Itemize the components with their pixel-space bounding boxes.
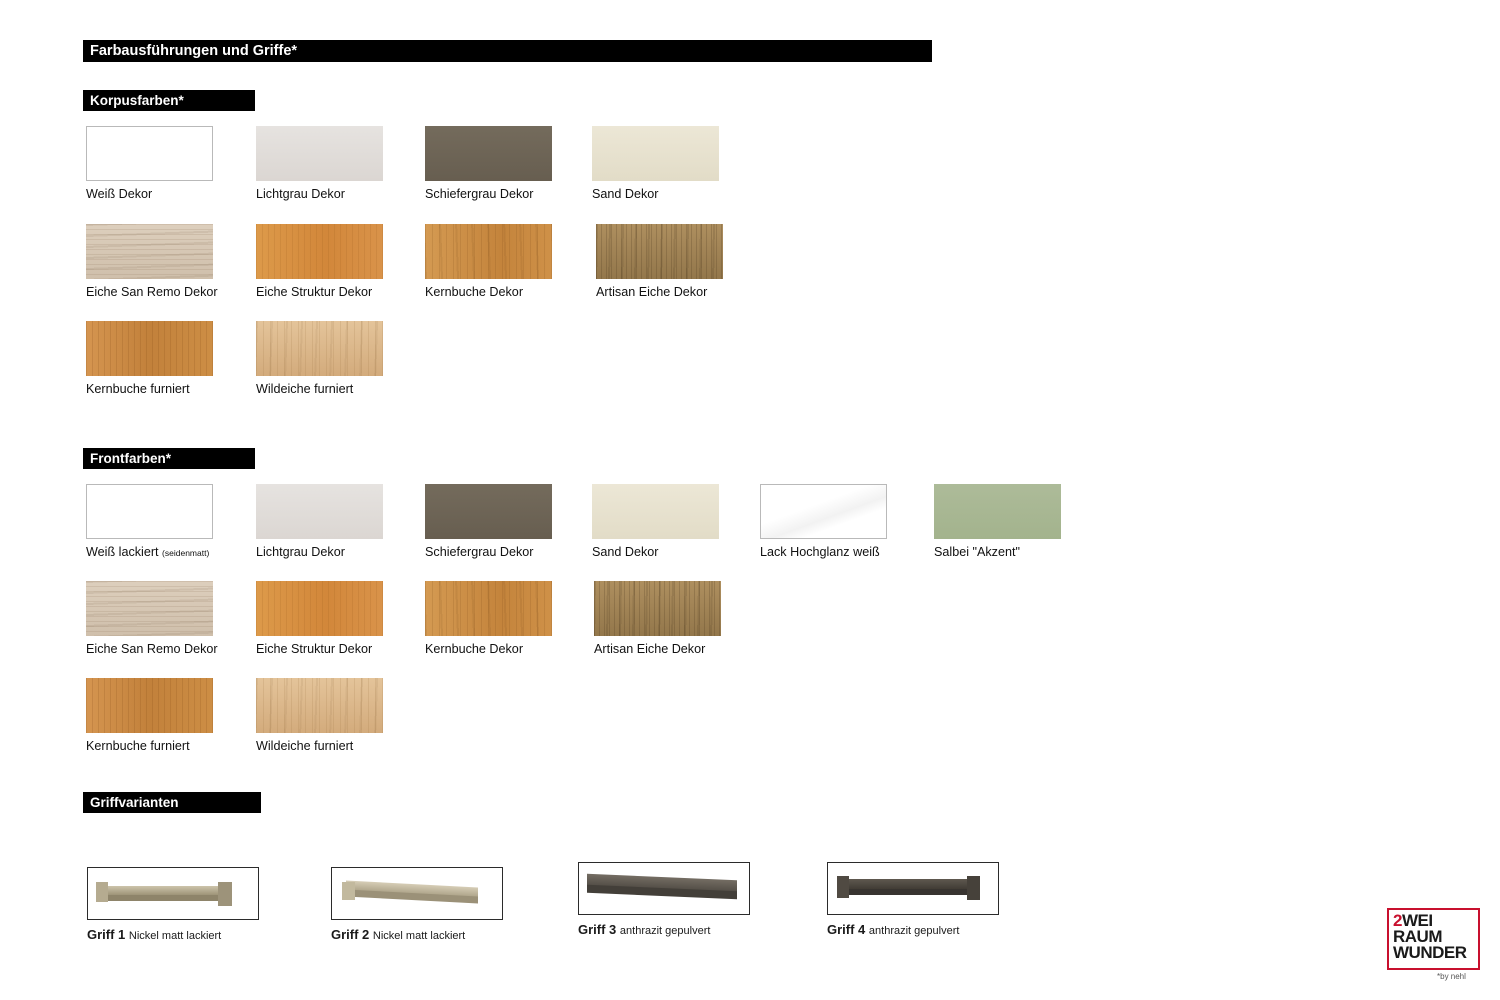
swatch-front-5[interactable] bbox=[934, 484, 1061, 560]
swatch-korpus-0[interactable] bbox=[86, 126, 213, 202]
swatch-front-1[interactable] bbox=[256, 484, 383, 560]
color-chip bbox=[425, 224, 552, 279]
section-title-griffvarianten: Griffvarianten bbox=[83, 792, 261, 813]
handle-label bbox=[578, 922, 750, 937]
swatch-korpus-5[interactable] bbox=[256, 224, 383, 300]
handle-finish: Nickel matt lackiert bbox=[128, 930, 222, 942]
swatch-label: Kernbuche furniert bbox=[86, 382, 190, 396]
handle-label bbox=[87, 927, 259, 942]
swatch-korpus-7[interactable] bbox=[596, 224, 723, 300]
handle-name: Griff 1 bbox=[87, 927, 126, 942]
handle-left-leg-icon bbox=[837, 876, 849, 898]
handle-finish: Nickel matt lackiert bbox=[372, 930, 466, 942]
color-chip bbox=[760, 484, 887, 539]
swatch-korpus-8[interactable] bbox=[86, 321, 213, 397]
color-chip bbox=[256, 321, 383, 376]
handle-label bbox=[331, 927, 503, 942]
logo-line-3: WUNDER bbox=[1393, 943, 1467, 962]
handle-image-frame bbox=[87, 867, 259, 920]
swatch-front-7[interactable] bbox=[256, 581, 383, 657]
swatch-label: Eiche San Remo Dekor bbox=[86, 642, 218, 656]
swatch-label: Schiefergrau Dekor bbox=[425, 545, 534, 559]
handle-image-frame bbox=[331, 867, 503, 920]
handle-option-2[interactable] bbox=[331, 867, 503, 942]
swatch-front-10[interactable] bbox=[86, 678, 213, 754]
handle-option-4[interactable] bbox=[827, 862, 999, 937]
color-chip bbox=[86, 484, 213, 539]
section-title-frontfarben: Frontfarben* bbox=[83, 448, 255, 469]
swatch-label: Kernbuche Dekor bbox=[425, 642, 524, 656]
swatch-front-2[interactable] bbox=[425, 484, 552, 560]
handle-image-frame bbox=[578, 862, 750, 915]
swatch-label: Weiß Dekor bbox=[86, 187, 153, 201]
swatch-korpus-9[interactable] bbox=[256, 321, 383, 397]
handle-finish: anthrazit gepulvert bbox=[868, 925, 960, 937]
color-chip bbox=[86, 678, 213, 733]
swatch-korpus-3[interactable] bbox=[592, 126, 719, 202]
handle-left-leg-icon bbox=[96, 882, 108, 902]
swatch-korpus-1[interactable] bbox=[256, 126, 383, 202]
color-chip bbox=[256, 224, 383, 279]
swatch-front-4[interactable] bbox=[760, 484, 895, 560]
swatch-label: Lichtgrau Dekor bbox=[256, 187, 345, 201]
swatch-label: Lichtgrau Dekor bbox=[256, 545, 345, 559]
color-chip bbox=[425, 581, 552, 636]
swatch-front-8[interactable] bbox=[425, 581, 552, 657]
swatch-label: Wildeiche furniert bbox=[256, 382, 354, 396]
handle-finish: anthrazit gepulvert bbox=[619, 925, 711, 937]
swatch-front-11[interactable] bbox=[256, 678, 383, 754]
color-chip bbox=[425, 484, 552, 539]
swatch-label: Sand Dekor bbox=[592, 545, 659, 559]
swatch-label: Kernbuche furniert bbox=[86, 739, 190, 753]
handle-bar-shadow-icon bbox=[842, 889, 979, 895]
swatch-front-9[interactable] bbox=[594, 581, 721, 657]
swatch-label: Sand Dekor bbox=[592, 187, 659, 201]
swatch-label: Lack Hochglanz weiß bbox=[760, 545, 880, 559]
section-title-korpusfarben: Korpusfarben* bbox=[83, 90, 255, 111]
handle-option-1[interactable] bbox=[87, 867, 259, 942]
swatch-front-6[interactable] bbox=[86, 581, 218, 657]
handle-name: Griff 4 bbox=[827, 922, 866, 937]
handle-option-3[interactable] bbox=[578, 862, 750, 937]
swatch-label: Eiche Struktur Dekor bbox=[256, 642, 373, 656]
color-chip bbox=[425, 126, 552, 181]
logo-accent-digit: 2 bbox=[1393, 911, 1402, 930]
color-chip bbox=[86, 581, 213, 636]
color-chip bbox=[594, 581, 721, 636]
handle-right-leg-icon bbox=[967, 876, 980, 900]
color-chip bbox=[256, 484, 383, 539]
handle-label bbox=[827, 922, 999, 937]
swatch-label: Artisan Eiche Dekor bbox=[594, 642, 706, 656]
handle-bar-shadow-icon bbox=[101, 895, 230, 901]
swatch-label-sub: (seidenmatt) bbox=[162, 548, 210, 558]
page-title: Farbausführungen und Griffe* bbox=[83, 40, 932, 62]
color-chip bbox=[592, 484, 719, 539]
brand-logo bbox=[1387, 908, 1480, 970]
swatch-label: Eiche Struktur Dekor bbox=[256, 285, 373, 299]
color-chip bbox=[86, 321, 213, 376]
handle-name: Griff 3 bbox=[578, 922, 617, 937]
handle-bar-icon bbox=[842, 879, 979, 889]
color-chip bbox=[86, 224, 213, 279]
color-chip bbox=[256, 678, 383, 733]
swatch-korpus-6[interactable] bbox=[425, 224, 552, 300]
handle-left-leg-icon bbox=[342, 882, 355, 900]
color-chip bbox=[256, 126, 383, 181]
swatch-label: Eiche San Remo Dekor bbox=[86, 285, 218, 299]
color-chip bbox=[86, 126, 213, 181]
handle-image-frame bbox=[827, 862, 999, 915]
handle-bar-icon bbox=[100, 886, 231, 895]
color-chip bbox=[596, 224, 723, 279]
logo-subtitle: *by nehl bbox=[1437, 972, 1466, 981]
color-chip bbox=[592, 126, 719, 181]
color-chip bbox=[256, 581, 383, 636]
swatch-label-text: Weiß lackiert bbox=[86, 545, 159, 559]
color-chip bbox=[934, 484, 1061, 539]
swatch-label bbox=[86, 545, 213, 561]
swatch-korpus-4[interactable] bbox=[86, 224, 218, 300]
logo-line-1-text: WEI bbox=[1401, 911, 1433, 930]
swatch-label: Wildeiche furniert bbox=[256, 739, 354, 753]
logo-line-2: RAUM bbox=[1393, 927, 1442, 946]
swatch-label: Schiefergrau Dekor bbox=[425, 187, 534, 201]
swatch-front-3[interactable] bbox=[592, 484, 719, 560]
handle-right-leg-icon bbox=[218, 882, 232, 906]
swatch-label: Salbei "Akzent" bbox=[934, 545, 1020, 559]
swatch-label: Kernbuche Dekor bbox=[425, 285, 524, 299]
handle-name: Griff 2 bbox=[331, 927, 370, 942]
swatch-korpus-2[interactable] bbox=[425, 126, 552, 202]
swatch-front-0[interactable] bbox=[86, 484, 213, 561]
swatch-label: Artisan Eiche Dekor bbox=[596, 285, 708, 299]
